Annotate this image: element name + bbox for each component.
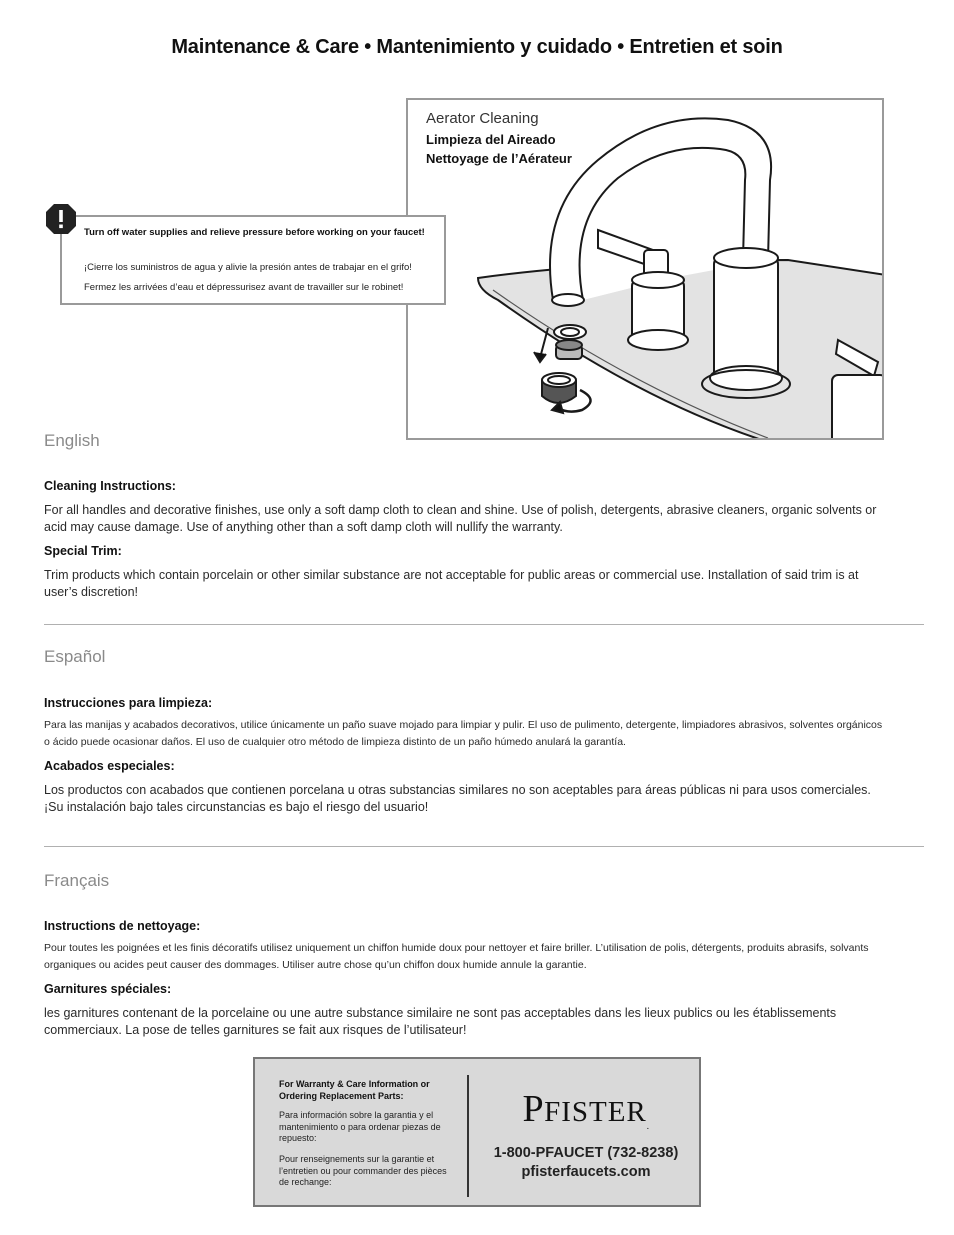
section-divider bbox=[44, 846, 924, 847]
diagram-subtitle-es: Limpieza del Aireado bbox=[426, 132, 556, 147]
contact-box bbox=[253, 1057, 701, 1207]
aerator-diagram-panel bbox=[406, 98, 884, 440]
warning-text-es: ¡Cierre los suministros de agua y alivie la presión antes de trabajar en el grifo! bbox=[84, 262, 412, 273]
phone-number: 1-800-PFAUCET (732-8238) bbox=[493, 1145, 679, 1161]
cleaning-text-en: For all handles and decorative finishes, use only a soft damp cloth to clean and shine. Use of polish, detergents, abrasive cleaners, organic solvents or acid may cause damage. Use of anything other than a soft damp cloth will nullify the warranty. bbox=[44, 503, 877, 534]
contact-text-fr: Pour renseignements sur la garantie et l’entretien ou pour commander des pièces de rechange: bbox=[279, 1154, 447, 1187]
section-heading-french: Français bbox=[44, 871, 110, 890]
section-divider bbox=[44, 624, 924, 625]
trim-text-en: Trim products which contain porcelain or other similar substance are not acceptable for public areas or commercial use. Installation of said trim is at user’s discretion! bbox=[44, 568, 859, 599]
cleaning-heading-fr: Instructions de nettoyage: bbox=[44, 919, 201, 933]
diagram-subtitle-fr: Nettoyage de l’Aérateur bbox=[426, 151, 572, 166]
trim-heading-fr: Garnitures spéciales: bbox=[44, 982, 172, 996]
section-heading-spanish: Español bbox=[44, 647, 106, 666]
trim-text-es: Los productos con acabados que contienen porcelana u otras substancias similares no son aceptables para áreas públicas ni para usos comerciales. ¡Su instalación bajo tales circunstancias es bajo el riesgo del usuario! bbox=[44, 783, 871, 814]
trim-text-fr: les garnitures contenant de la porcelaine ou une autre substance similaire ne sont pas acceptables dans les lieux publics ou les établissements commerciaux. La pose de telles garnitures se fait aux risques de l’utilisateur! bbox=[44, 1006, 837, 1037]
section-heading-english: English bbox=[44, 431, 100, 450]
website: pfisterfaucets.com bbox=[521, 1164, 651, 1180]
contact-divider bbox=[467, 1075, 469, 1197]
cleaning-text-fr: Pour toutes les poignées et les finis décoratifs utilisez uniquement un chiffon humide doux pour nettoyer et faire briller. L’utilisation de polis, détergents, produits abrasifs, solvants organiques ou acides peut causer des dommages. Utiliser autre chose qu’un chiffon doux humide annule la garantie. bbox=[44, 942, 869, 971]
trim-heading-es: Acabados especiales: bbox=[44, 759, 175, 773]
page-title: Maintenance & Care • Mantenimiento y cuidado • Entretien et soin bbox=[171, 36, 783, 58]
cleaning-heading-en: Cleaning Instructions: bbox=[44, 479, 176, 493]
trim-heading-en: Special Trim: bbox=[44, 544, 122, 558]
exclamation-icon bbox=[45, 203, 77, 235]
cleaning-heading-es: Instrucciones para limpieza: bbox=[44, 696, 213, 710]
contact-text-es: Para información sobre la garantia y el mantenimiento o para ordenar piezas de repuesto: bbox=[279, 1110, 441, 1143]
warning-text-fr: Fermez les arrivées d’eau et dépressurisez avant de travailler sur le robinet! bbox=[84, 282, 404, 293]
warning-box bbox=[60, 215, 446, 305]
diagram-title: Aerator Cleaning bbox=[426, 110, 539, 127]
cleaning-text-es: Para las manijas y acabados decorativos, utilice únicamente un paño suave mojado para limpiar y pulir. El uso de pulimento, detergente, limpiadores abrasivos, solventes orgánicos o ácido puede ocasionar daños. El uso de cualquier otro método de limpieza distinto de un paño húmedo anulará la garantía. bbox=[44, 719, 883, 748]
contact-text-en: For Warranty & Care Information or Ordering Replacement Parts: bbox=[279, 1079, 430, 1101]
pfister-logo: PFISTER. bbox=[522, 1088, 650, 1131]
warning-text-en: Turn off water supplies and relieve pressure before working on your faucet! bbox=[84, 227, 425, 238]
spout-body bbox=[714, 258, 778, 378]
